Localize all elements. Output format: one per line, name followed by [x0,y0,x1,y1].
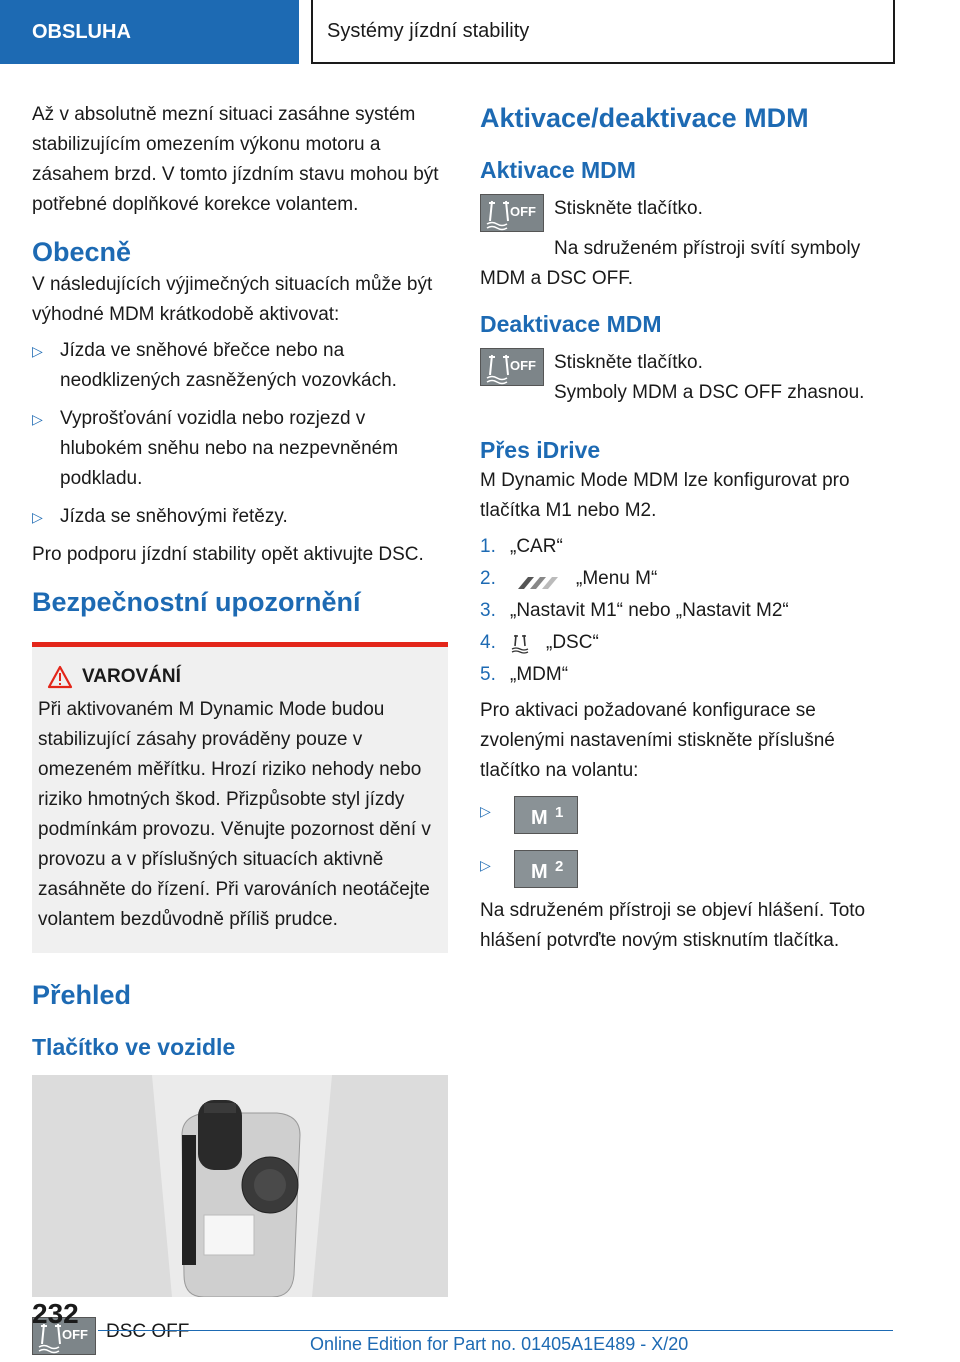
final-paragraph: Na sdruženém přístroji se objeví hlášení. Toto hlášení potvrďte novým stisknutím tlačítka. [480,900,866,951]
situation-list [32,336,448,532]
list-item: 4. „DSC“ [480,632,599,653]
dsc-off-button-icon: OFF [480,348,544,386]
edition-text: Online Edition for Part no. 01405A1E489 - X/20 [310,1334,689,1354]
warning-triangle-icon [38,665,82,689]
left-column [32,100,448,1355]
dsc-off-caption: DSC OFF [106,1321,190,1342]
general-heading: Obecně [32,237,132,267]
idrive-heading: Přes iDrive [480,437,601,463]
list-item: 1. „CAR“ [480,536,563,557]
warning-text: Při aktivovaném M Dynamic Mode budou stabilizující zásahy prováděny pouze v omezeném měřítku. Hrozí riziko nehody nebo riziko hmotných škod. Přizpůsobte styl jízdy podmínkám provozu. Věnujte pozornost dění v provozu a v příslušných situacích aktivně zasáhněte do řízení. Při varováních neotáčejte volantem bezdůvodně příliš prudce. [38,699,431,930]
m1-button-icon: M 1 [514,796,578,834]
chapter-title: Systémy jízdní stability [327,19,530,42]
m-button-list [480,796,900,888]
intro-paragraph: Až v absolutně mezní situaci zasáhne systém stabilizujícím omezením výkonu motoru a zásahem brzd. V tomto jízdním stavu mohou být potřebné doplňkové korekce volantem. [32,104,439,215]
deactivate-row [480,348,900,408]
list-item: 5. „MDM“ [480,664,569,685]
general-paragraph: V následujících výjimečných situacích může být výhodné MDM krátkodobě aktivovat: [32,274,433,325]
center-console-photo [32,1075,448,1297]
dsc-off-button-icon: OFF [480,194,544,232]
warning-title: VAROVÁNÍ [38,665,440,689]
footer-divider [98,1330,893,1331]
support-paragraph: Pro podporu jízdní stability opět aktivujte DSC. [32,544,424,565]
activate-step: Stiskněte tlačítko. [554,198,703,219]
deactivate-heading: Deaktivace MDM [480,311,662,337]
m2-button-icon: M 2 [514,850,578,888]
list-item [480,796,900,834]
idrive-steps [480,532,900,690]
activate-heading: Aktivace MDM [480,157,636,183]
m-stripes-icon [510,571,566,587]
deactivate-step: Stiskněte tlačítko. [554,352,703,373]
main-heading: Aktivace/deaktivace MDM [480,103,809,133]
dsc-car-icon [510,632,536,654]
config-paragraph: Pro aktivaci požadované konfigurace se zvolenými nastaveními stiskněte příslušné tlačítko na volantu: [480,700,835,781]
triangle-bullet-icon: ▷ [32,509,43,525]
activate-row [480,194,900,232]
chapter-header [311,0,895,64]
button-heading: Tlačítko ve vozidle [32,1034,236,1060]
section-label: OBSLUHA [32,20,131,43]
safety-heading: Bezpečnostní upozornění [32,587,361,617]
triangle-bullet-icon: ▷ [32,343,43,359]
section-tab [0,0,299,64]
overview-heading: Přehled [32,980,132,1010]
right-column [480,100,900,956]
list-item: ▷ Jízda ve sněhové břečce nebo na neodklizených zasněžených vozovkách. [32,336,448,396]
activate-result: Na sdruženém přístroji svítí symboly MDM a DSC OFF. [480,238,861,289]
warning-box [32,642,448,953]
list-item: 3. „Nastavit M1“ nebo „Nastavit M2“ [480,600,789,621]
page-number: 232 [32,1298,79,1329]
triangle-bullet-icon: ▷ [32,411,43,427]
list-item [480,850,900,888]
dsc-off-button-icon: OFF [32,1317,96,1355]
list-item: 2. „Menu M“ [480,568,658,589]
triangle-bullet-icon: ▷ [480,803,491,819]
idrive-paragraph: M Dynamic Mode MDM lze konfigurovat pro tlačítka M1 nebo M2. [480,470,850,521]
list-item: ▷ Jízda se sněhovými řetězy. [32,502,448,532]
deactivate-result: Symboly MDM a DSC OFF zhasnou. [554,382,865,403]
list-item: ▷ Vyprošťování vozidla nebo rozjezd v hlubokém sněhu nebo na nezpevněném podkladu. [32,404,448,494]
triangle-bullet-icon: ▷ [480,857,491,873]
